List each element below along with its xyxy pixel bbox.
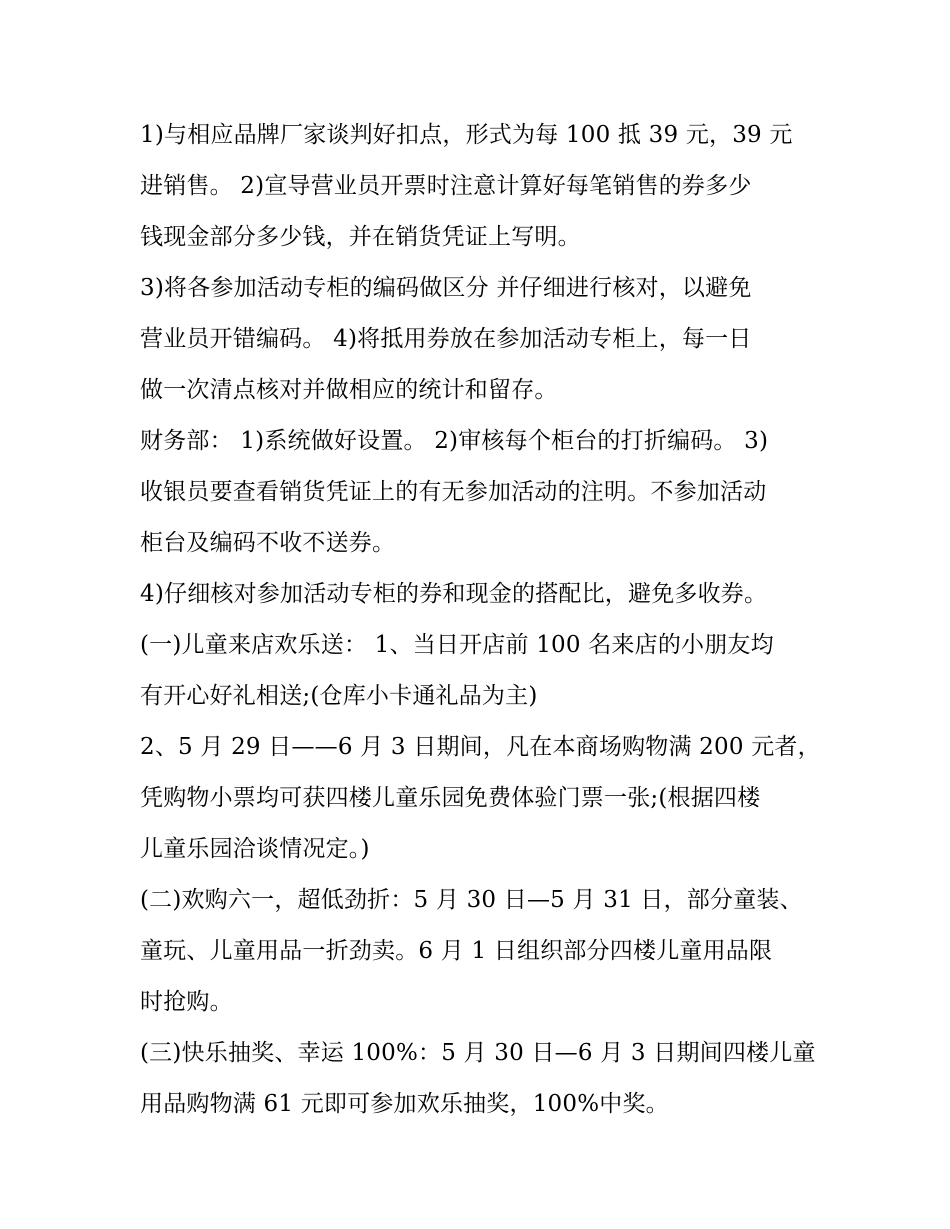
text-line: (一)儿童来店欢乐送： 1、当日开店前 100 名来店的小朋友均 <box>140 632 774 658</box>
text-line: 3)将各参加活动专柜的编码做区分 并仔细进行核对，以避免 <box>140 275 752 301</box>
text-line: (三)快乐抽奖、幸运 100%：5 月 30 日—6 月 3 日期间四楼儿童 <box>140 1040 816 1066</box>
text-line: 财务部： 1)系统做好设置。 2)审核每个柜台的打折编码。 3) <box>140 428 769 454</box>
text-line: 收银员要查看销货凭证上的有无参加活动的注明。不参加活动 <box>140 479 767 505</box>
text-line: 用品购物满 61 元即可参加欢乐抽奖，100%中奖。 <box>140 1091 669 1117</box>
text-line: 凭购物小票均可获四楼儿童乐园免费体验门票一张;(根据四楼 <box>140 785 761 811</box>
text-line: 时抢购。 <box>140 989 233 1015</box>
text-line: (二)欢购六一，超低劲折：5 月 30 日—5 月 31 日，部分童装、 <box>140 887 803 913</box>
document-body <box>140 110 830 1130</box>
text-line: 1)与相应品牌厂家谈判好扣点，形式为每 100 抵 39 元，39 元 <box>140 122 793 148</box>
text-line: 童玩、儿童用品一折劲卖。6 月 1 日组织部分四楼儿童用品限 <box>140 938 773 964</box>
text-line: 营业员开错编码。 4)将抵用券放在参加活动专柜上，每一日 <box>140 326 752 352</box>
text-line: 有开心好礼相送;(仓库小卡通礼品为主) <box>140 683 538 709</box>
text-line: 儿童乐园洽谈情况定。) <box>140 836 370 862</box>
text-line: 柜台及编码不收不送券。 <box>140 530 396 556</box>
text-line: 4)仔细核对参加活动专柜的券和现金的搭配比，避免多收券。 <box>140 581 768 607</box>
text-line: 做一次清点核对并做相应的统计和留存。 <box>140 377 558 403</box>
text-line: 进销售。 2)宣导营业员开票时注意计算好每笔销售的券多少 <box>140 173 752 199</box>
text-line: 2、5 月 29 日——6 月 3 日期间，凡在本商场购物满 200 元者， <box>140 734 821 760</box>
text-line: 钱现金部分多少钱，并在销货凭证上写明。 <box>140 224 581 250</box>
